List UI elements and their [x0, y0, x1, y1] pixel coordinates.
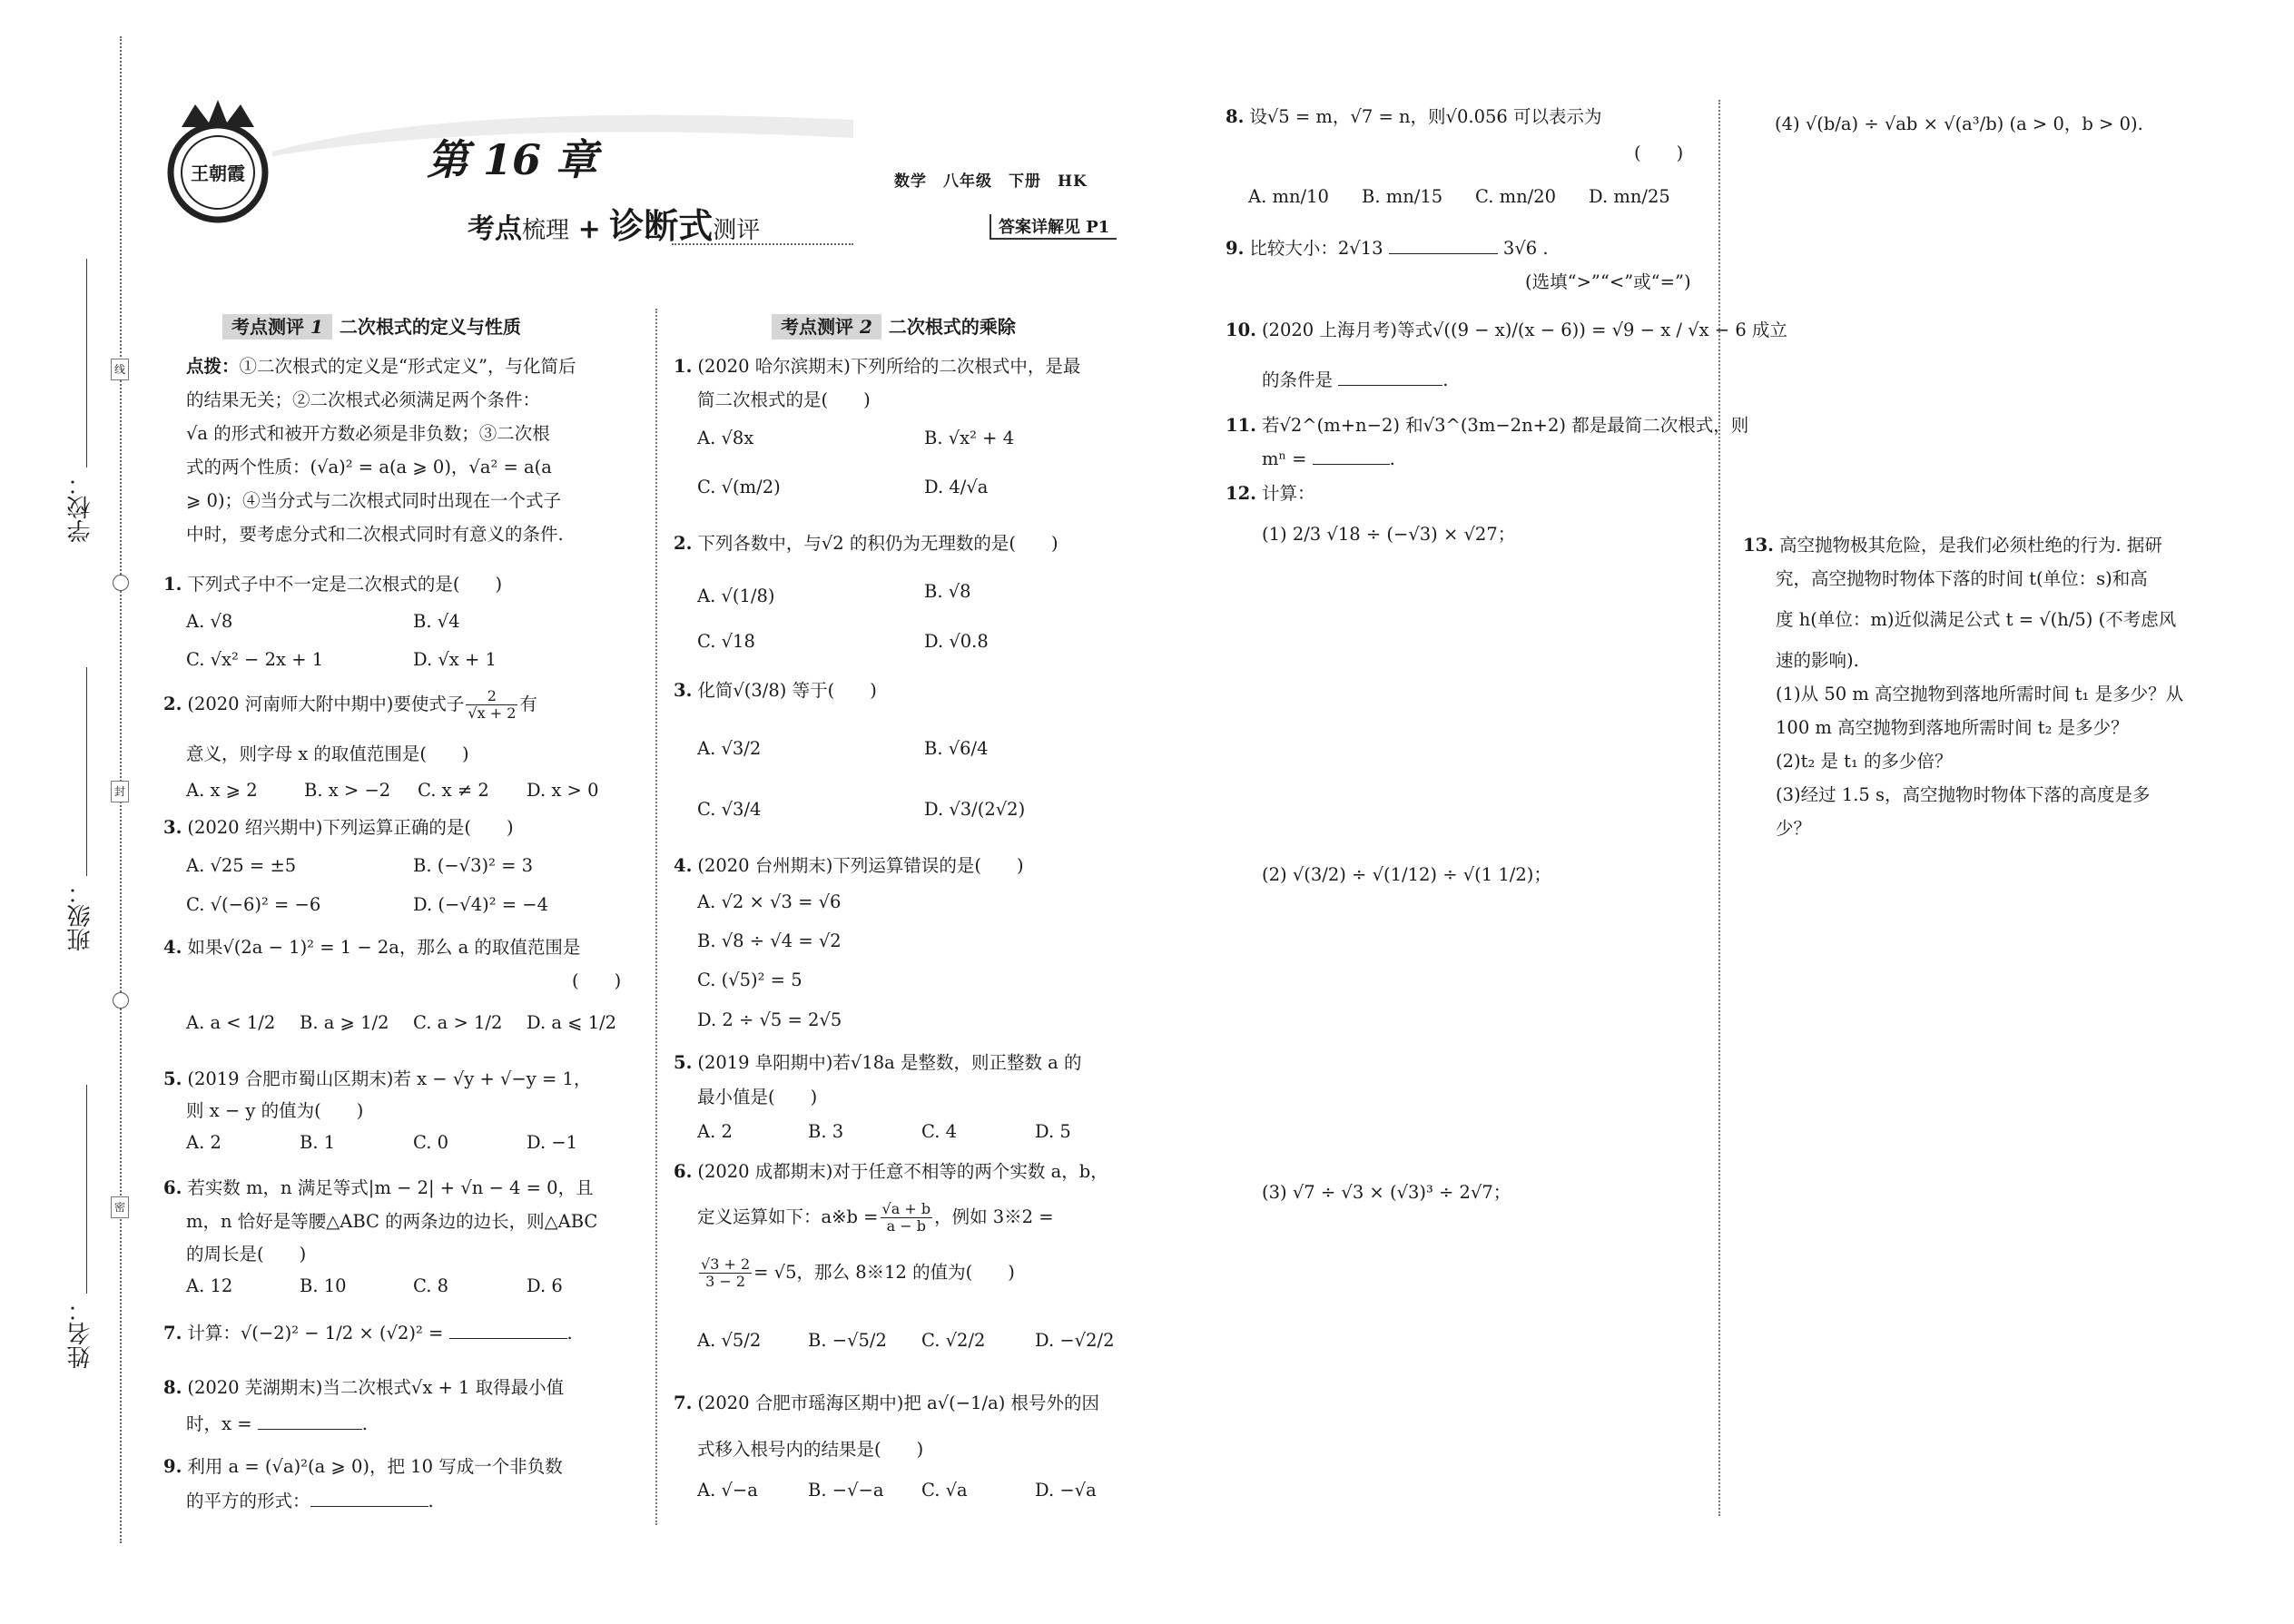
s1-q5-opt-a[interactable]: A. 2	[186, 1132, 222, 1153]
s2-q6-cont2: $\frac{√3 + 2}{3 - 2}$ = √5，那么 8※12 的值为( )	[701, 1255, 1015, 1290]
s1-q6: 6. 若实数 m，n 满足等式|m − 2| + √n − 4 = 0，且	[163, 1177, 594, 1198]
s1-q4-opt-d[interactable]: D. a ⩽ 1/2	[527, 1012, 617, 1033]
s2-q3-opt-c[interactable]: C. √3/4	[697, 799, 762, 820]
header-title	[468, 198, 760, 248]
s3-q11: 11. 若√2^(m+n−2) 和√3^(3m−2n+2) 都是最简二次根式，则	[1226, 415, 1749, 436]
name-blank[interactable]	[86, 1085, 87, 1294]
tips: 点拨：①二次根式的定义是“形式定义”，与化简后 的结果无关；②二次根式必须满足两个条件： √a 的形式和被开方数必须是非负数；③二次根 式的两个性质：(√a)² = a(a ⩾ 0)，√a² = a(a ⩾ 0)；④当分式与二次根式同时出现在一个式子 中时，要考虑分式和二次根式同时有意义的条件.	[186, 356, 576, 545]
section2-heading	[772, 312, 1016, 341]
s2-q7-cont: 式移入根号内的结果是( )	[697, 1439, 924, 1460]
s2-q1: 1. (2020 哈尔滨期末)下列所给的二次根式中，是最	[674, 356, 1081, 377]
s2-q2-opt-c[interactable]: C. √18	[697, 631, 755, 652]
s1-q4-opt-b[interactable]: B. a ⩾ 1/2	[300, 1012, 389, 1033]
class-blank[interactable]	[86, 667, 87, 876]
s2-q2-opt-b[interactable]: B. √8	[924, 581, 971, 602]
s1-q8-cont: 时，x = .	[186, 1413, 368, 1434]
s2-q7: 7. (2020 合肥市瑶海区期中)把 a√(−1/a) 根号外的因	[674, 1393, 1100, 1413]
s1-q5: 5. (2019 合肥市蜀山区期末)若 x − √y + √−y = 1，	[163, 1068, 592, 1089]
s2-q1-opt-a[interactable]: A. √8x	[697, 428, 754, 448]
s1-q3: 3. (2020 绍兴期中)下列运算正确的是( )	[163, 817, 514, 838]
s3-q12: 12. 计算：	[1226, 483, 1315, 504]
s2-q4-opt-d[interactable]: D. 2 ÷ √5 = 2√5	[697, 1009, 842, 1030]
s2-q7-opt-a[interactable]: A. √−a	[697, 1480, 758, 1501]
tips-label: 点拨：	[186, 356, 240, 377]
s1-q9: 9. 利用 a = (√a)²(a ⩾ 0)，把 10 写成一个非负数	[163, 1456, 563, 1477]
column-divider-1	[655, 309, 657, 1525]
s1-q5-opt-b[interactable]: B. 1	[300, 1132, 336, 1153]
s1-q7: 7. 计算：√(−2)² − 1/2 × (√2)² = .	[163, 1323, 573, 1343]
title-part4: 测评	[713, 217, 761, 244]
s2-q1-opt-c[interactable]: C. √(m/2)	[697, 477, 781, 497]
s1-q5-opt-d[interactable]: D. −1	[527, 1132, 578, 1153]
s1-q9-cont: 的平方的形式： .	[186, 1491, 434, 1511]
s3-q10: 10. (2020 上海月考)等式√((9 − x)/(x − 6)) = √9 − x / √x − 6 成立	[1226, 320, 1787, 340]
s2-q1-opt-d[interactable]: D. 4/√a	[924, 477, 989, 497]
s2-q6-opt-a[interactable]: A. √5/2	[697, 1330, 762, 1351]
s2-q4-opt-a[interactable]: A. √2 × √3 = √6	[697, 891, 842, 912]
school-blank[interactable]	[86, 259, 87, 468]
s1-q3-opt-a[interactable]: A. √25 = ±5	[186, 855, 297, 876]
chapter-title: 第 16 章	[427, 135, 598, 184]
s2-q4: 4. (2020 台州期末)下列运算错误的是( )	[674, 855, 1024, 876]
s1-q4-paren: ( )	[572, 970, 622, 991]
s1-q6-opt-a[interactable]: A. 12	[186, 1275, 233, 1296]
column-divider-2	[1718, 100, 1720, 1516]
s1-q6-cont2: 的周长是( )	[186, 1244, 307, 1265]
s2-q5-opt-c[interactable]: C. 4	[921, 1121, 958, 1142]
s2-q7-opt-b[interactable]: B. −√−a	[808, 1480, 884, 1501]
s1-q1-opt-d[interactable]: D. √x + 1	[413, 649, 497, 670]
s1-q5-opt-c[interactable]: C. 0	[413, 1132, 449, 1153]
s1-q6-opt-d[interactable]: D. 6	[527, 1275, 563, 1296]
s3-q9-blank[interactable]	[1389, 253, 1498, 254]
s2-q6-opt-b[interactable]: B. −√5/2	[808, 1330, 887, 1351]
s3-q8-paren: ( )	[1634, 143, 1684, 163]
s2-q7-opt-c[interactable]: C. √a	[921, 1480, 968, 1501]
s3-q12-part2: (2) √(3/2) ÷ √(1/12) ÷ √(1 1/2)；	[1262, 864, 1551, 885]
s1-q5-cont: 则 x − y 的值为( )	[186, 1100, 364, 1121]
s2-q6: 6. (2020 成都期末)对于任意不相等的两个实数 a，b，	[674, 1161, 1108, 1182]
s3-q10-blank[interactable]	[1338, 385, 1442, 386]
s1-q1-opt-a[interactable]: A. √8	[186, 611, 233, 632]
s3-q8-opt-c[interactable]: C. mn/20	[1475, 186, 1557, 207]
s2-q6-opt-c[interactable]: C. √2/2	[921, 1330, 986, 1351]
s2-q5-opt-b[interactable]: B. 3	[808, 1121, 844, 1142]
s3-q12-part4: (4) √(b/a) ÷ √ab × √(a³/b) (a > 0，b > 0).	[1775, 113, 2143, 134]
s4-q13: 13. 高空抛物极其危险，是我们必须杜绝的行为. 据研 究，高空抛物时物体下落的时间 t(单位：s)和高 度 h(单位：m)近似满足公式 t = √(h/5) (不考虑风 速的影响). (1)从 50 m 高空抛物到落地所需时间 t₁ 是多少？从 100 m 高空抛物到落地所需时间 t₂ 是多少？ (2)t₂ 是 t₁ 的多少倍？ (3)经过 1.5 s，高空抛物时物体下落的高度是多 少？	[1743, 535, 2184, 839]
s1-q4-opt-a[interactable]: A. a < 1/2	[186, 1012, 276, 1033]
s2-q5-cont: 最小值是( )	[697, 1087, 818, 1107]
binding-box-mi: 密	[111, 1196, 129, 1218]
binding-box-xian: 线	[111, 359, 129, 380]
s2-q5-opt-d[interactable]: D. 5	[1035, 1121, 1071, 1142]
name-label: 姓名：	[67, 1298, 94, 1369]
s3-q8-opt-b[interactable]: B. mn/15	[1362, 186, 1443, 207]
s2-q7-opt-d[interactable]: D. −√a	[1035, 1480, 1097, 1501]
logo-text: 王朝霞	[191, 162, 245, 184]
section1-title: 二次根式的定义与性质	[339, 316, 521, 338]
binding-hole-2	[113, 992, 129, 1009]
s2-q5: 5. (2019 阜阳期中)若√18a 是整数，则正整数 a 的	[674, 1052, 1082, 1073]
s3-q8-opt-a[interactable]: A. mn/10	[1248, 186, 1329, 207]
s2-q4-opt-c[interactable]: C. (√5)² = 5	[697, 969, 802, 990]
s3-q10-cont: 的条件是 .	[1262, 369, 1449, 390]
s3-q11-cont: mⁿ = .	[1262, 448, 1395, 469]
s1-q3-opt-c[interactable]: C. √(−6)² = −6	[186, 894, 321, 915]
s1-q3-opt-d[interactable]: D. (−√4)² = −4	[413, 894, 549, 915]
logo	[154, 91, 281, 227]
title-part2: 梳理	[522, 217, 570, 244]
s3-q9-hint: (选填“>”“<”或“=”)	[1525, 271, 1691, 292]
s1-q8-blank[interactable]	[258, 1429, 362, 1430]
answer-ref: 答案详解见 P1	[989, 214, 1117, 240]
title-part1: 考点	[468, 213, 522, 245]
s3-q12-part1: (1) 2/3 √18 ÷ (−√3) × √27；	[1262, 524, 1516, 545]
s2-q6-cont1: 定义运算如下：a※b = $\frac{√a + b}{a - b}$ ，例如 3※2 =	[697, 1200, 1054, 1235]
s1-q6-opt-b[interactable]: B. 10	[300, 1275, 347, 1296]
s1-q2-cont: 意义，则字母 x 的取值范围是( )	[186, 743, 469, 764]
s1-q2-opt-d[interactable]: D. x > 0	[527, 780, 599, 801]
s3-q12-part3: (3) √7 ÷ √3 × (√3)³ ÷ 2√7；	[1262, 1182, 1511, 1203]
s1-q7-blank[interactable]	[449, 1338, 567, 1339]
header-meta: 数学 八年级 下册 HK	[894, 172, 1088, 191]
s2-q6-opt-d[interactable]: D. −√2/2	[1035, 1330, 1115, 1351]
s1-q8: 8. (2020 芜湖期末)当二次根式√x + 1 取得最小值	[163, 1377, 565, 1398]
s1-q1-opt-c[interactable]: C. √x² − 2x + 1	[186, 649, 324, 670]
s1-q4-opt-c[interactable]: C. a > 1/2	[413, 1012, 503, 1033]
s1-q2-opt-a[interactable]: A. x ⩾ 2	[186, 780, 258, 801]
section1-tag: 考点测评 1	[222, 314, 332, 340]
s1-q6-opt-c[interactable]: C. 8	[413, 1275, 449, 1296]
s2-q3-opt-a[interactable]: A. √3/2	[697, 738, 762, 759]
s1-q2: 2. (2020 河南师大附中期中)要使式子 $\frac{2}{√x + 2}$ 有	[163, 687, 537, 722]
binding-box-feng: 封	[111, 781, 129, 802]
class-label: 班级：	[67, 881, 94, 951]
s2-q1-opt-b[interactable]: B. √x² + 4	[924, 428, 1015, 448]
s2-q4-opt-b[interactable]: B. √8 ÷ √4 = √2	[697, 930, 842, 951]
s3-q8: 8. 设√5 = m，√7 = n，则√0.056 可以表示为	[1226, 106, 1602, 127]
s2-q3-opt-d[interactable]: D. √3/(2√2)	[924, 799, 1026, 820]
section1-heading	[222, 312, 521, 341]
s1-q4: 4. 如果√(2a − 1)² = 1 − 2a，那么 a 的取值范围是	[163, 937, 581, 958]
s1-q1-opt-b[interactable]: B. √4	[413, 611, 460, 632]
s3-q8-opt-d[interactable]: D. mn/25	[1589, 186, 1670, 207]
title-part3: 诊断式	[609, 205, 714, 246]
s1-q9-blank[interactable]	[310, 1506, 428, 1507]
s2-q2-opt-a[interactable]: A. √(1/8)	[697, 586, 775, 606]
s1-q2-opt-c[interactable]: C. x ≠ 2	[418, 780, 489, 801]
s1-q2-opt-b[interactable]: B. x > −2	[304, 780, 391, 801]
s1-q6-cont1: m，n 恰好是等腰△ABC 的两条边的边长，则△ABC	[186, 1211, 598, 1232]
binding-hole-1	[113, 575, 129, 591]
s1-q1: 1. 下列式子中不一定是二次根式的是( )	[163, 574, 503, 595]
title-plus: +	[577, 213, 601, 245]
s1-q3-opt-b[interactable]: B. (−√3)² = 3	[413, 855, 534, 876]
s2-q3-opt-b[interactable]: B. √6/4	[924, 738, 989, 759]
header-dots	[672, 243, 853, 245]
s2-q3: 3. 化简√(3/8) 等于( )	[674, 680, 877, 701]
s2-q5-opt-a[interactable]: A. 2	[697, 1121, 733, 1142]
s2-q2: 2. 下列各数中，与√2 的积仍为无理数的是( )	[674, 533, 1058, 554]
section2-title: 二次根式的乘除	[888, 316, 1016, 338]
s2-q2-opt-d[interactable]: D. √0.8	[924, 631, 989, 652]
s3-q9: 9. 比较大小：2√13 3√6 .	[1226, 238, 1549, 259]
section2-tag: 考点测评 2	[772, 314, 881, 340]
school-label: 学校：	[67, 472, 94, 543]
s2-q1-cont: 简二次根式的是( )	[697, 389, 871, 410]
s3-q11-blank[interactable]	[1313, 464, 1390, 465]
